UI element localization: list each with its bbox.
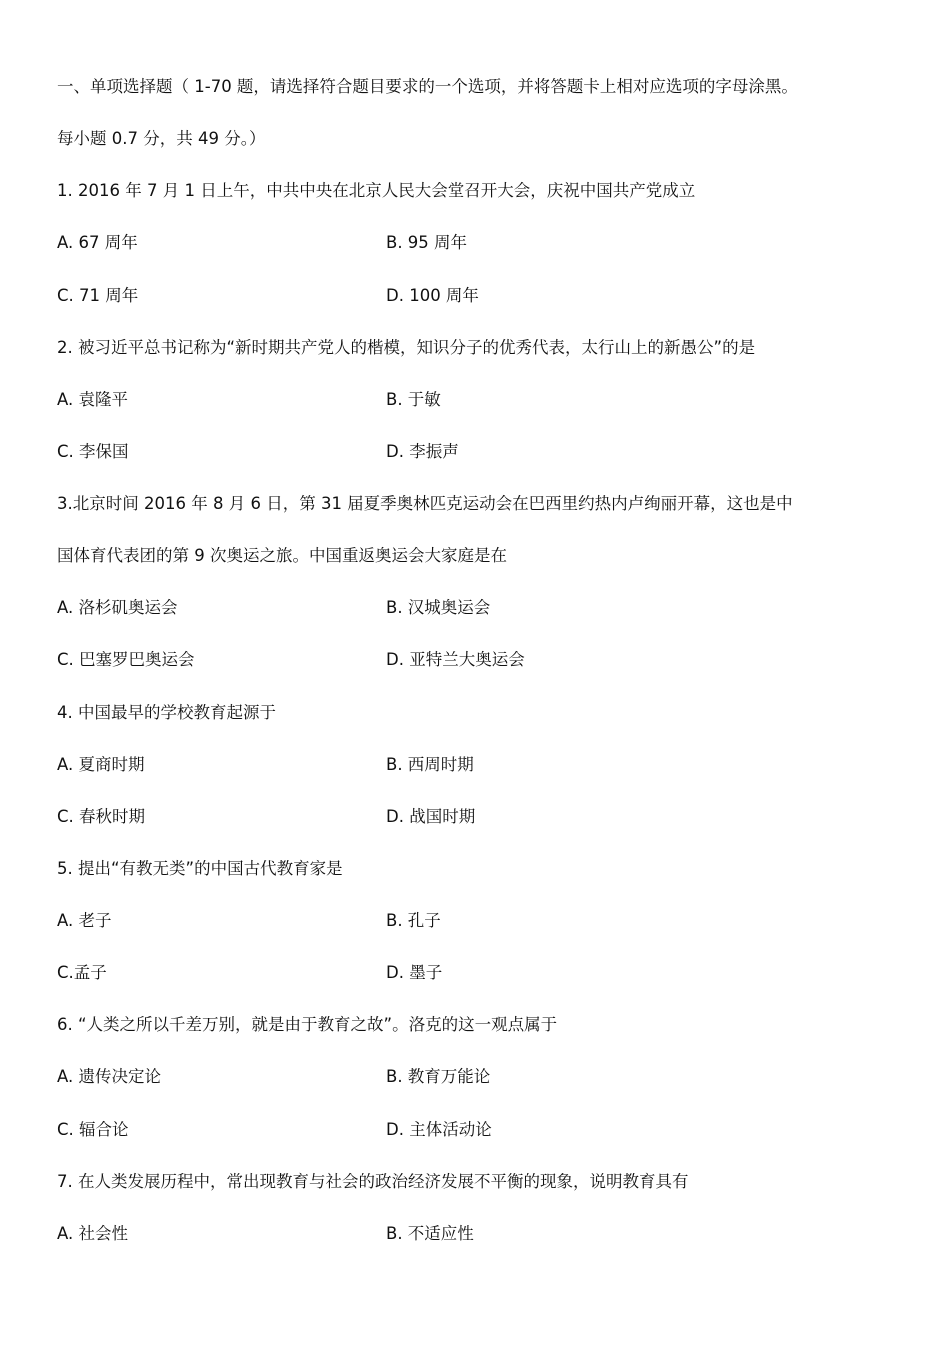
question-5-option-b: B. 孔子 [386, 911, 441, 930]
question-4-option-a: A. 夏商时期 [57, 755, 145, 774]
question-1-stem: 1. 2016 年 7 月 1 日上午，中共中央在北京人民大会堂召开大会，庆祝中国共产党成立 [57, 181, 696, 200]
question-6-option-d: D. 主体活动论 [386, 1120, 492, 1139]
section-header-line-1: 一、单项选择题（ 1-70 题，请选择符合题目要求的一个选项，并将答题卡上相对应选项的字母涂黑。 [57, 77, 798, 96]
question-3-option-a: A. 洛杉矶奥运会 [57, 598, 178, 617]
question-1-option-c: C. 71 周年 [57, 286, 139, 305]
question-1-option-d: D. 100 周年 [386, 286, 479, 305]
question-4-stem: 4. 中国最早的学校教育起源于 [57, 703, 276, 722]
question-4-option-b: B. 西周时期 [386, 755, 474, 774]
question-5-option-d: D. 墨子 [386, 963, 443, 982]
question-2-option-a: A. 袁隆平 [57, 390, 128, 409]
question-1-option-a: A. 67 周年 [57, 233, 138, 252]
question-3-option-c: C. 巴塞罗巴奥运会 [57, 650, 195, 669]
question-5-option-c: C.孟子 [57, 963, 107, 982]
question-2-stem: 2. 被习近平总书记称为“新时期共产党人的楷模，知识分子的优秀代表，太行山上的新愚公”的是 [57, 338, 756, 357]
question-4-option-c: C. 春秋时期 [57, 807, 146, 826]
question-3-stem-line-1: 3.北京时间 2016 年 8 月 6 日，第 31 届夏季奥林匹克运动会在巴西里约热内卢绚丽开幕，这也是中 [57, 494, 793, 513]
question-7-option-b: B. 不适应性 [386, 1224, 474, 1243]
question-7-option-a: A. 社会性 [57, 1224, 128, 1243]
question-6-option-b: B. 教育万能论 [386, 1067, 491, 1086]
question-6-option-a: A. 遗传决定论 [57, 1067, 161, 1086]
question-6-stem: 6. “人类之所以千差万别，就是由于教育之故”。洛克的这一观点属于 [57, 1015, 558, 1034]
question-2-option-d: D. 李振声 [386, 442, 459, 461]
question-4-option-d: D. 战国时期 [386, 807, 476, 826]
question-2-option-c: C. 李保国 [57, 442, 129, 461]
question-1-option-b: B. 95 周年 [386, 233, 468, 252]
question-5-stem: 5. 提出“有教无类”的中国古代教育家是 [57, 859, 343, 878]
question-3-option-d: D. 亚特兰大奥运会 [386, 650, 525, 669]
question-5-option-a: A. 老子 [57, 911, 112, 930]
question-6-option-c: C. 辐合论 [57, 1120, 129, 1139]
question-3-stem-line-2: 国体育代表团的第 9 次奥运之旅。中国重返奥运会大家庭是在 [57, 546, 507, 565]
section-header-line-2: 每小题 0.7 分，共 49 分。） [57, 129, 266, 148]
question-2-option-b: B. 于敏 [386, 390, 441, 409]
question-7-stem: 7. 在人类发展历程中，常出现教育与社会的政治经济发展不平衡的现象，说明教育具有 [57, 1172, 689, 1191]
question-3-option-b: B. 汉城奥运会 [386, 598, 491, 617]
